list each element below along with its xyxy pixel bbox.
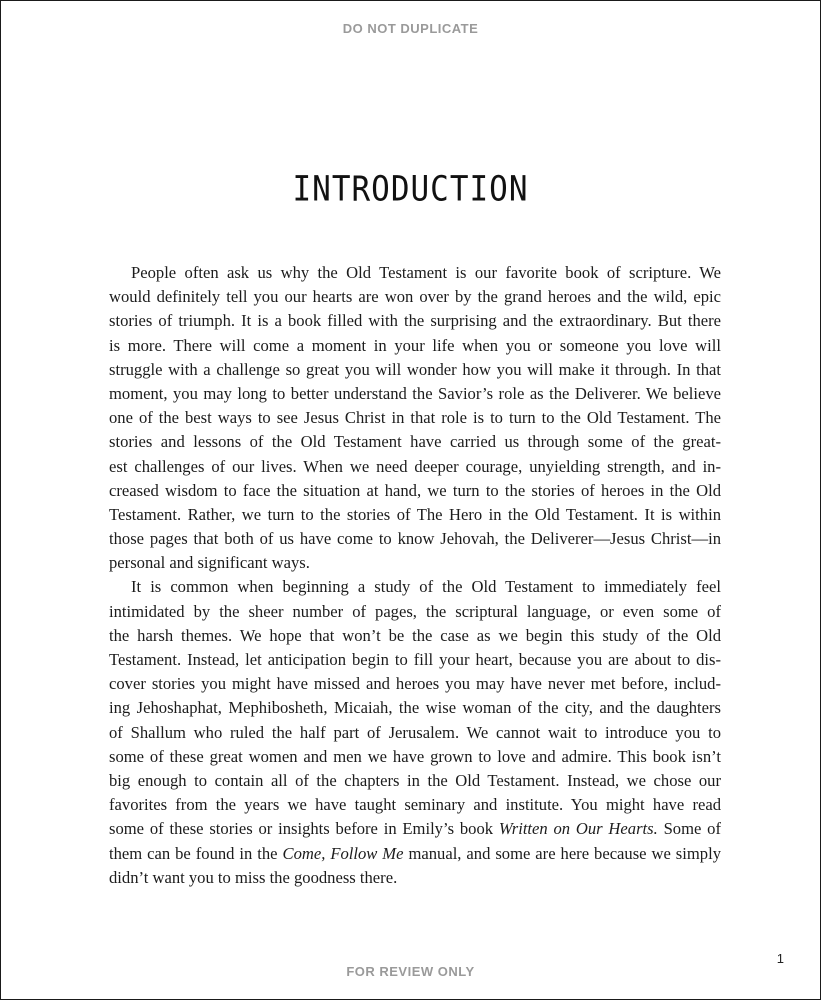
text-line: is more. There will come a moment in your life when you or someone you love will (109, 335, 721, 355)
text-line: stories and lessons of the Old Testament have carried us through some of the great- (109, 432, 721, 452)
text-line: stories of triumph. It is a book filled with the surprising and the extraordinary. But there (109, 311, 721, 331)
text-line: favorites from the years we have taught seminary and institute. You might have read (109, 795, 721, 815)
page-number: 1 (776, 951, 784, 966)
book-title-italic: Written on Our Hearts. (498, 819, 658, 839)
page-title: INTRODUCTION (292, 169, 529, 210)
text-line: would definitely tell you our hearts are won over by the grand heroes and the wild, epic (109, 287, 721, 307)
text-line: creased wisdom to face the situation at hand, we turn to the stories of heroes in the Old (109, 480, 721, 500)
text-line: People often ask us why the Old Testament is our favorite book of scripture. We (131, 263, 721, 282)
text-line: intimidated by the sheer number of pages, the scriptural language, or even some of (109, 601, 721, 621)
text-line (109, 842, 721, 866)
watermark-bottom: FOR REVIEW ONLY (346, 964, 475, 979)
text-line: est challenges of our lives. When we need deeper courage, unyielding strength, and in- (109, 456, 721, 476)
text-run: some of these stories or insights before in Emily’s book (109, 819, 499, 839)
text-line: ing Jehoshaphat, Mephibosheth, Micaiah, the wise woman of the city, and the daughters (109, 698, 721, 718)
text-line: Testament. Rather, we turn to the stories of The Hero in the Old Testament. It is within (109, 504, 721, 524)
watermark-top: DO NOT DUPLICATE (342, 21, 479, 36)
text-line: Testament. Instead, let anticipation begin to fill your heart, because you are about to dis- (109, 650, 721, 669)
text-line: It is common when beginning a study of the Old Testament to immediately feel (131, 577, 721, 597)
text-line: some of these great women and men we have grown to love and admire. This book isn’t (109, 746, 721, 766)
body-text (109, 261, 721, 890)
text-line: of Shallum who ruled the half part of Jerusalem. We cannot wait to introduce you to (109, 722, 721, 742)
text-line: big enough to contain all of the chapters in the Old Testament. Instead, we chose our (109, 770, 721, 790)
text-line: didn’t want you to miss the goodness there. (109, 867, 398, 887)
text-line: cover stories you might have missed and heroes you may have never met before, includ- (109, 674, 721, 694)
text-run: Some of (657, 819, 721, 839)
text-line: struggle with a challenge so great you will wonder how you will make it through. In that (109, 359, 721, 379)
text-line (109, 817, 721, 841)
text-line: those pages that both of us have come to know Jehovah, the Deliverer—Jesus Christ—in (109, 529, 721, 549)
text-line: moment, you may long to better understand the Savior’s role as the Deliverer. We believe (109, 383, 721, 403)
text-run: them can be found in the (109, 843, 283, 863)
text-line: the harsh themes. We hope that won’t be the case as we begin this study of the Old (109, 625, 721, 645)
text-line: personal and significant ways. (109, 553, 310, 573)
text-run: manual, and some are here because we simply (403, 843, 721, 863)
manual-title-italic: Come, Follow Me (282, 843, 404, 863)
text-line: one of the best ways to see Jesus Christ in that role is to turn to the Old Testament. The (109, 408, 721, 428)
